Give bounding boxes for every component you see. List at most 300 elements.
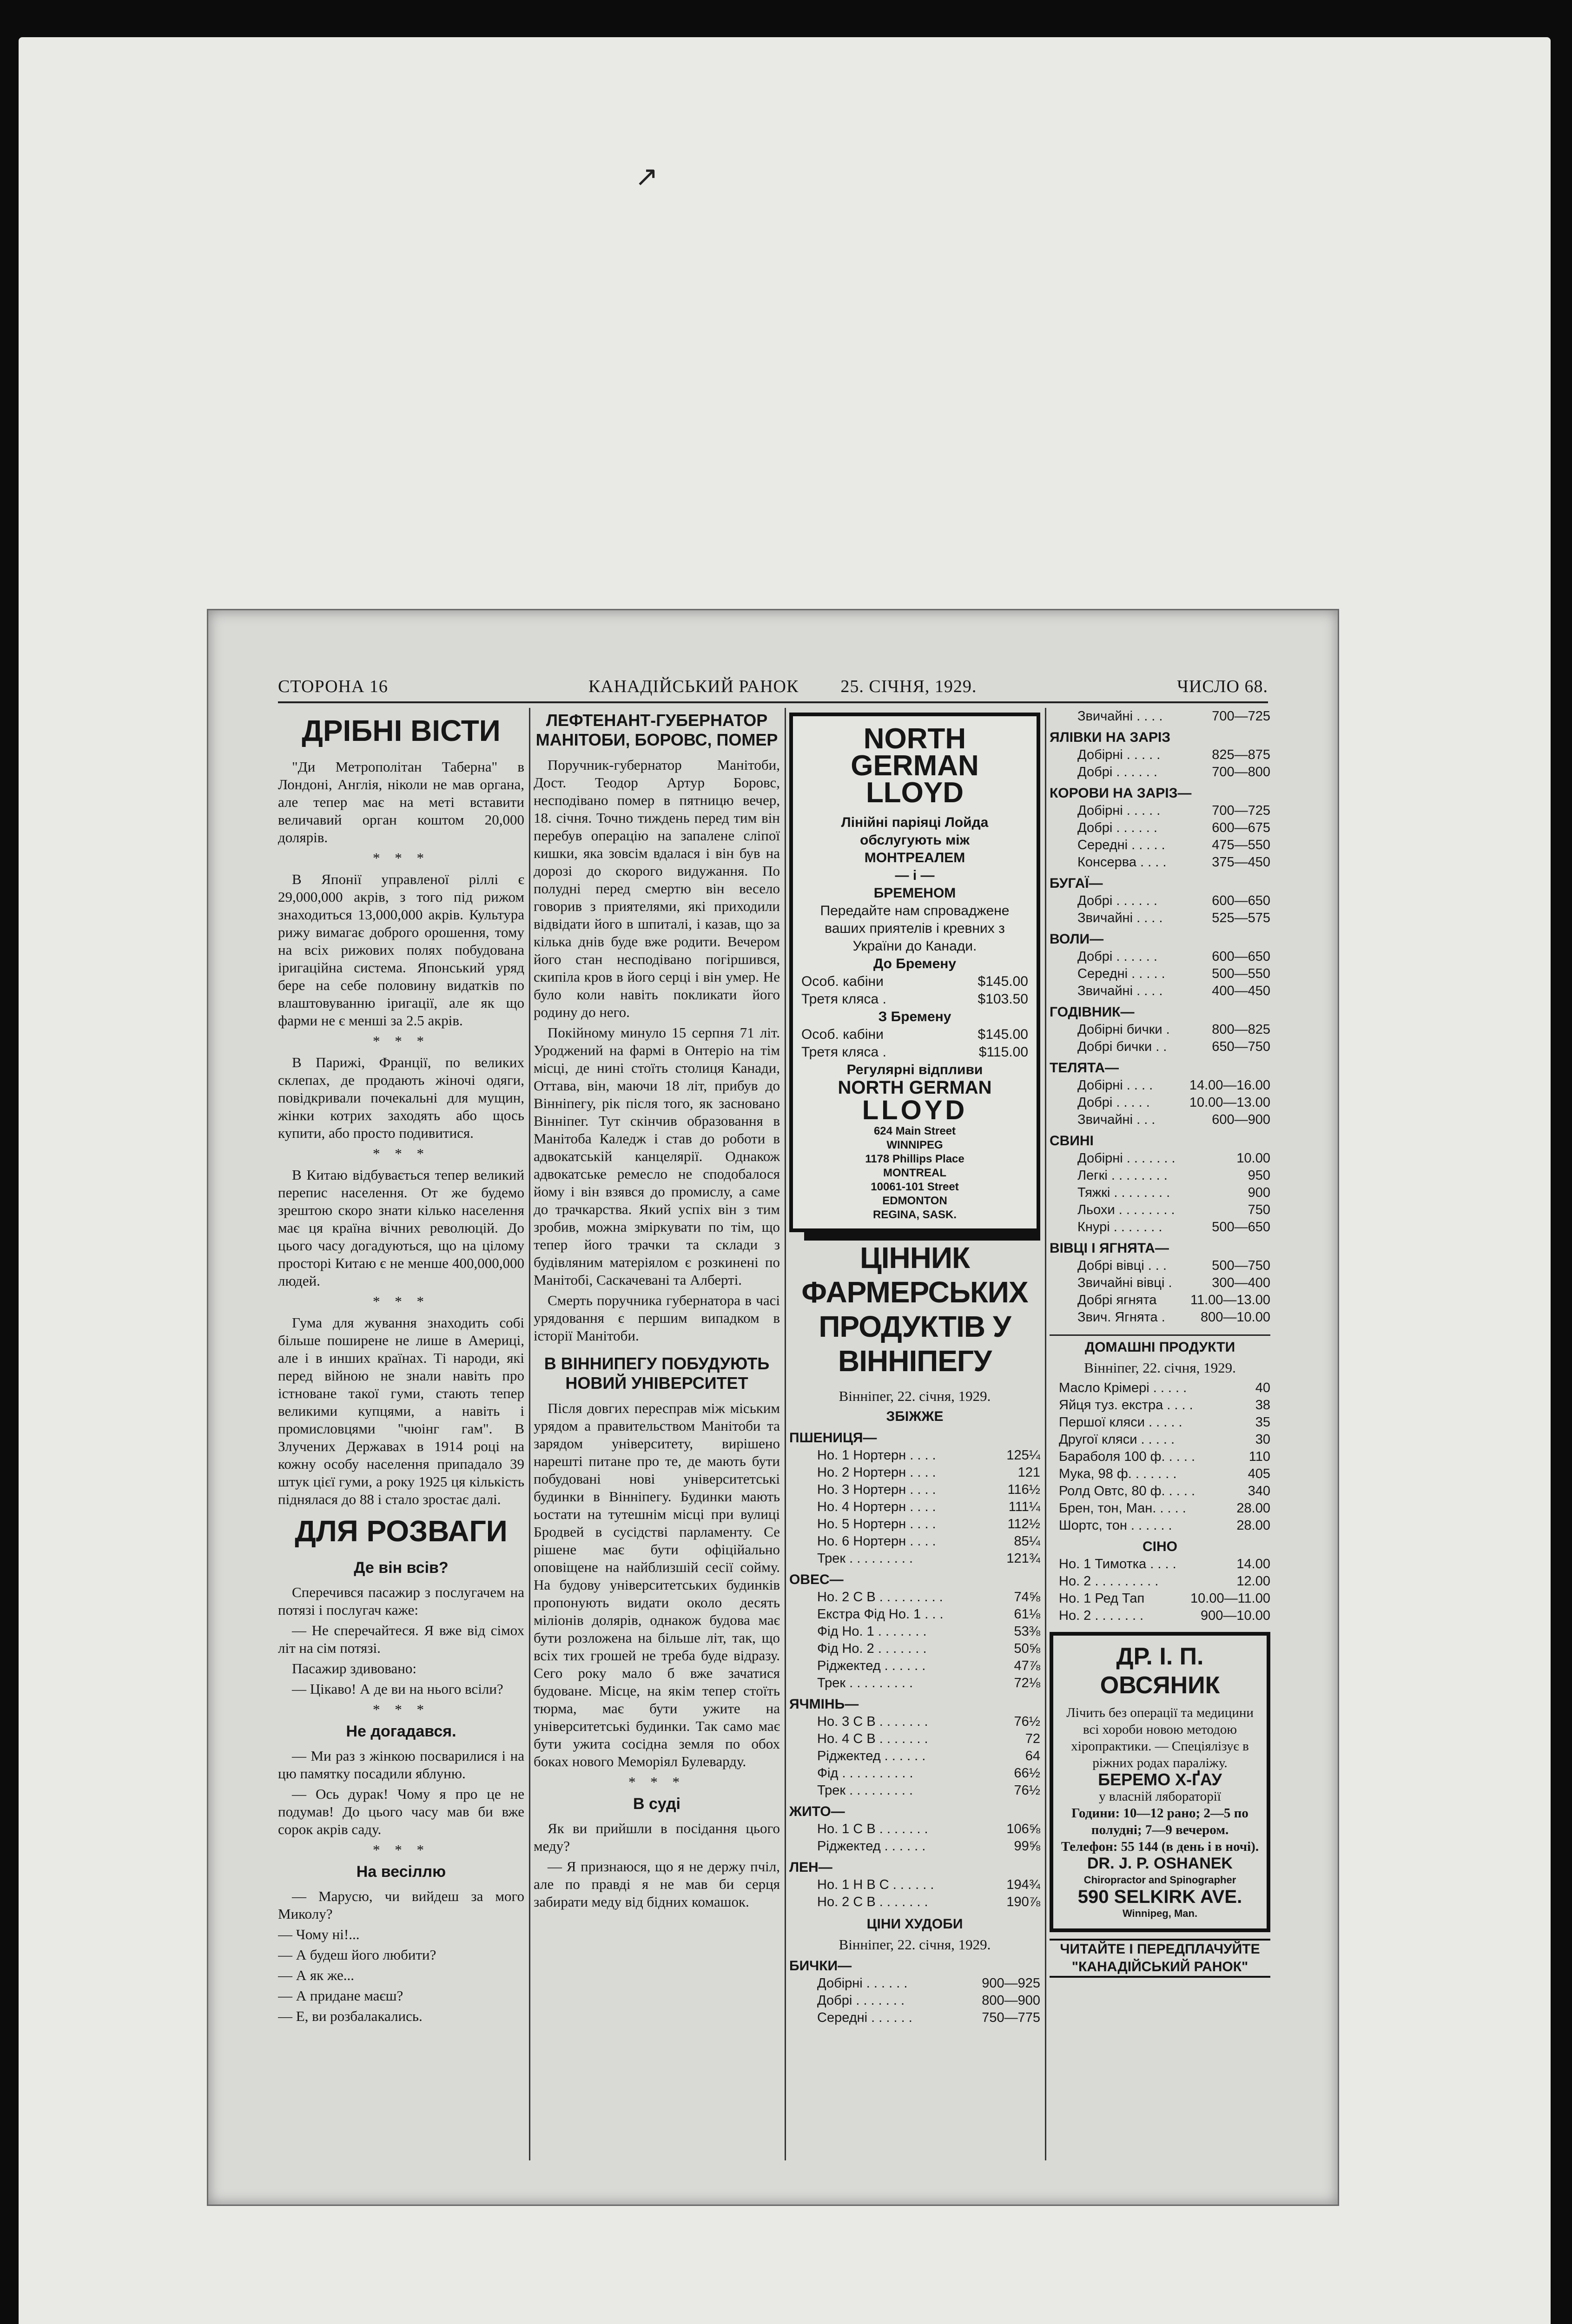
page-number: СТОРОНА 16 (278, 677, 388, 696)
price-value: 76½ (1014, 1783, 1040, 1798)
home-products-date: Вінніпег, 22. січня, 1929. (1084, 1360, 1236, 1376)
price-row (789, 1748, 1040, 1765)
price-item: Но. 2 С В . . . . . . . (817, 1895, 928, 1909)
doctor-city: Winnipeg, Man. (1122, 1908, 1198, 1919)
price-row (1050, 892, 1270, 910)
column-news (278, 708, 524, 2160)
ad-line: БРЕМЕНОМ (873, 885, 956, 901)
price-row (789, 1533, 1040, 1550)
price-item: Брен, тон, Ман. . . . . (1059, 1501, 1186, 1516)
price-item: Шортс, тон . . . . . . (1059, 1518, 1172, 1533)
separator-stars: * * * (373, 1842, 429, 1858)
price-row (1050, 1292, 1270, 1309)
price-row (789, 1550, 1040, 1567)
joke-line: — А придане маєш? (278, 1987, 403, 2004)
price-item: Ріджектед . . . . . . (817, 1658, 926, 1673)
price-group-title: ОВЕС— (789, 1572, 844, 1587)
price-row (1050, 1021, 1270, 1038)
price-item: Но. 2 Нортерн . . . . (817, 1465, 936, 1480)
price-value: 28.00 (1236, 1501, 1270, 1516)
price-value: 74⅝ (1014, 1590, 1040, 1604)
price-row (789, 1838, 1040, 1855)
joke-line: — Не сперечайтеся. Я вже від сімох літ на сім потязі. (278, 1622, 524, 1656)
hay-price-list (1050, 1556, 1270, 1624)
price-value: 11.00—13.00 (1190, 1293, 1270, 1307)
price-value: 61⅛ (1014, 1607, 1040, 1622)
price-row (1050, 1257, 1270, 1274)
price-value: 72⅛ (1014, 1676, 1040, 1690)
doctor-xray: БЕРЕМО Х-ҐАУ (1098, 1770, 1222, 1789)
price-row (1050, 708, 1270, 725)
price-group-title: ПШЕНИЦЯ— (789, 1430, 877, 1446)
price-row (1050, 983, 1270, 1000)
livestock-price-list (1050, 708, 1270, 1326)
issue-date: 25. СІЧНЯ, 1929. (840, 677, 977, 696)
joke-line: Як ви прийшли в посідання цього меду? (534, 1820, 780, 1854)
price-item: Льохи . . . . . . . . (1077, 1202, 1175, 1217)
price-value: 50⅝ (1014, 1641, 1040, 1656)
price-item: Ріджектед . . . . . . (817, 1839, 926, 1854)
newspaper-page (207, 609, 1339, 2206)
price-value: 475—550 (1212, 838, 1270, 852)
price-group-title: БУГАЇ— (1050, 876, 1103, 891)
joke-line: — А як же... (278, 1967, 354, 1983)
cattle-date: Вінніпег, 22. січня, 1929. (839, 1936, 991, 1953)
joke-line: — Цікаво! А де ви на нього всіли? (292, 1681, 503, 1697)
ad-price-row (801, 990, 1028, 1008)
price-item: Но. 1 Нортерн . . . . (817, 1448, 936, 1463)
fare-value: $115.00 (978, 1044, 1028, 1060)
separator-stars: * * * (373, 850, 429, 866)
price-value: 340 (1248, 1484, 1270, 1499)
price-item: Бараболя 100 ф. . . . . (1059, 1449, 1196, 1464)
ad-company: NORTH GERMAN (838, 1077, 992, 1098)
price-row (789, 1464, 1040, 1481)
price-row (1050, 1466, 1270, 1483)
column-divider (785, 708, 786, 2160)
separator-stars: * * * (373, 1701, 429, 1717)
price-row (1050, 1517, 1270, 1534)
price-row (789, 1606, 1040, 1623)
ad-address: REGINA, SASK. (872, 1208, 957, 1221)
price-value: 53⅜ (1014, 1624, 1040, 1639)
price-row (1050, 910, 1270, 927)
price-row (1050, 1590, 1270, 1607)
doctor-name: DR. J. P. OSHANEK (1087, 1855, 1233, 1872)
price-value: 14.00—16.00 (1189, 1078, 1270, 1093)
price-group-title: ЖИТО— (789, 1804, 845, 1819)
price-value: 47⅞ (1014, 1658, 1040, 1673)
price-value: 72 (1025, 1731, 1040, 1746)
joke-line: Пасажир здивовано: (292, 1660, 416, 1677)
price-row (1050, 1414, 1270, 1431)
joke-title: Де він всів? (354, 1559, 449, 1577)
price-row (1050, 1150, 1270, 1167)
price-group-title: СВИНІ (1050, 1133, 1094, 1149)
subscription-promo: ЧИТАЙТЕ І ПЕРЕДПЛАЧУЙТЕ "КАНАДІЙСЬКИЙ РАНОК" (1050, 1939, 1270, 1978)
price-item: Но. 1 Н В С . . . . . . (817, 1877, 934, 1892)
hay-title: СІНО (1143, 1539, 1177, 1554)
news-item: В Японії управленої ріллі є 29,000,000 акрів, з того під рижом знаходиться 13,000,000 акрів. Культура рижу вимагає доброго орошення, тому на всіх рижових полях побудована іригаційна система. Японський уряд бере на себе половину видатків по влаштовуванню іригації, але як що фарми не є менші за 2.5 акрів. (278, 871, 524, 1029)
price-item: Трек . . . . . . . . . (817, 1676, 913, 1690)
ad-logo-line: GERMAN (851, 750, 979, 782)
price-row (1050, 854, 1270, 871)
price-value: 99⅝ (1014, 1839, 1040, 1854)
price-row (789, 1894, 1040, 1911)
price-item: Добірні . . . . . . (817, 1976, 908, 1991)
price-item: Добрі . . . . . . (1077, 893, 1157, 908)
price-value: 194¾ (1006, 1877, 1040, 1892)
headline-university: В ВІННИПЕГУ ПОБУДУЮТЬ НОВИЙ УНІВЕРСИТЕТ (544, 1354, 770, 1393)
price-value: 800—900 (982, 1993, 1040, 2008)
price-value: 500—550 (1212, 966, 1270, 981)
masthead (588, 676, 977, 697)
price-value: 600—675 (1212, 820, 1270, 835)
price-item: Фід Но. 1 . . . . . . . (817, 1624, 927, 1639)
price-item: Но. 6 Нортерн . . . . (817, 1534, 936, 1549)
price-value: 110 (1248, 1449, 1270, 1464)
price-item: Но. 4 Нортерн . . . . (817, 1499, 936, 1514)
price-item: Но. 2 . . . . . . . . . (1059, 1574, 1159, 1589)
separator-stars: * * * (373, 1145, 429, 1162)
price-value: 14.00 (1236, 1557, 1270, 1571)
price-item: Добірні . . . . . . . (1077, 1151, 1176, 1166)
news-item: В Китаю відбувається тепер великий перепис населення. От же будемо зрештою скоро знати кілько населення має ця країна вічних революцій. До цього часу догадуються, що на цілому просторі Китаю є не менше 400,000,000 людей. (278, 1167, 524, 1289)
price-row (789, 1975, 1040, 1992)
joke-title: Не догадався. (346, 1723, 456, 1740)
price-value: 35 (1255, 1415, 1270, 1430)
price-item: Добрі . . . . . . (1077, 820, 1157, 835)
joke-line: — Ось дурак! Чому я про це не подумав! До цього часу мав би вже сорок акрів саду. (278, 1786, 524, 1837)
price-row (1050, 746, 1270, 764)
news-item: "Ди Метрополітан Таберна" в Лондоні, Англія, ніколи не мав органа, але тепер має на меті вставити величавий орган коштом 20,000 долярів. (278, 759, 524, 845)
price-value: 106⅝ (1006, 1822, 1040, 1836)
ad-line: — і — (895, 868, 935, 883)
market-date: Вінніпег, 22. січня, 1929. (839, 1388, 991, 1404)
price-row (1050, 1556, 1270, 1573)
price-item: Звичайні вівці . (1077, 1275, 1172, 1290)
doctor-address: 590 SELKIRK AVE. (1077, 1887, 1242, 1907)
price-group-title: ГОДІВНИК— (1050, 1004, 1135, 1020)
ad-shadow (804, 1228, 1037, 1241)
price-row (789, 1675, 1040, 1692)
price-value: 375—450 (1212, 855, 1270, 870)
joke-line: — Ми раз з жінкою посварилися і на цю памятку посадили яблуню. (278, 1748, 524, 1782)
headline-entertainment: ДЛЯ РОЗВАГИ (295, 1514, 508, 1548)
price-value: 600—650 (1212, 949, 1270, 964)
price-value: 64 (1025, 1749, 1040, 1763)
price-item: Добірні . . . . . (1077, 803, 1161, 818)
fare-label: Третя кляса . (801, 1044, 886, 1060)
price-value: 500—650 (1212, 1220, 1270, 1235)
doctor-lab: у власній лябораторії (1099, 1789, 1221, 1804)
price-row (789, 1640, 1040, 1657)
ad-price-row (801, 1043, 1028, 1061)
price-row (789, 1765, 1040, 1782)
price-row (789, 1821, 1040, 1838)
price-value: 650—750 (1212, 1039, 1270, 1054)
price-value: 121¾ (1006, 1551, 1040, 1566)
price-item: Фід Но. 2 . . . . . . . (817, 1641, 927, 1656)
ad-price-row (801, 1026, 1028, 1043)
price-row (789, 1876, 1040, 1894)
fare-label: Третя кляса . (801, 991, 886, 1007)
home-products-title: ДОМАШНІ ПРОДУКТИ (1050, 1334, 1270, 1356)
price-item: Звич. Ягнята . (1077, 1310, 1165, 1325)
ad-line: Регулярні відпливи (846, 1062, 983, 1077)
doctor-advertisement (1050, 1632, 1270, 1932)
price-row (1050, 1219, 1270, 1236)
price-item: Добрі ягнята (1077, 1293, 1157, 1307)
joke-line: — Чому ні!... (278, 1926, 360, 1942)
joke-title: На весіллю (356, 1863, 446, 1881)
shipping-advertisement (789, 713, 1040, 1232)
price-item: Но. 2 . . . . . . . (1059, 1608, 1144, 1623)
price-item: Яйця туз. екстра . . . . (1059, 1398, 1193, 1413)
ad-price-row (801, 973, 1028, 990)
joke-line: — Марусю, чи вийдеш за мого Миколу? (278, 1888, 524, 1922)
price-row (1050, 1309, 1270, 1326)
price-row (1050, 1077, 1270, 1094)
price-item: Добрі . . . . . (1077, 1095, 1150, 1110)
cattle-title: ЦІНИ ХУДОБИ (866, 1916, 963, 1932)
price-item: Но. 3 Нортерн . . . . (817, 1482, 936, 1497)
price-row (1050, 1038, 1270, 1056)
price-item: Середні . . . . . (1077, 838, 1165, 852)
price-row (789, 1447, 1040, 1464)
price-item: Добрі . . . . . . . (817, 1993, 905, 2008)
ad-logo-line: NORTH (863, 723, 966, 755)
price-item: Звичайні . . . . (1077, 911, 1163, 925)
price-item: Кнурі . . . . . . . (1077, 1220, 1162, 1235)
price-item: Добрі бички . . (1077, 1039, 1167, 1054)
price-item: Мука, 98 ф. . . . . . . (1059, 1466, 1177, 1481)
price-value: 40 (1255, 1380, 1270, 1395)
ad-line: Лінійні паріяці Лойда обслугують між (841, 815, 989, 848)
price-row (789, 1623, 1040, 1640)
price-value: 700—725 (1212, 803, 1270, 818)
price-item: Но. 5 Нортерн . . . . (817, 1517, 936, 1532)
price-row (1050, 948, 1270, 965)
price-row (789, 1713, 1040, 1730)
price-group-title: ТЕЛЯТА— (1050, 1060, 1119, 1076)
price-group-title: ЛЕН— (789, 1860, 832, 1875)
price-value: 900 (1248, 1185, 1270, 1200)
price-value: 10.00 (1236, 1151, 1270, 1166)
price-row (789, 1589, 1040, 1606)
price-item: Но. 2 С В . . . . . . . . . (817, 1590, 943, 1604)
column-prices (1050, 708, 1270, 2160)
price-item: Екстра Фід Но. 1 . . . (817, 1607, 944, 1622)
ad-address: 10061-101 Street (871, 1181, 959, 1193)
price-item: Добірні . . . . (1077, 1078, 1153, 1093)
price-item: Ролд Овтс, 80 ф. . . . . (1059, 1484, 1196, 1499)
article-paragraph: Поручник-губернатор Манітоби, Дост. Теодор Артур Боровс, несподівано помер в пятницю вечер, 18. січня. Точно тиждень перед тим він перебув операцію на запалене сліпої кишки, яка зовсім вдалася і він був на дорозі до скорого видужання. По полудні перед смертю він весело говорив з приятелями, які приходили відвідати його в шпиталі, і казав, що за кілька днів буде вже родити. Вечером його стан несподівано погіршився, скипіла кров в його серці і він умер. Не було коли навіть покликати його родину до него. (534, 757, 780, 1020)
price-row (1050, 1094, 1270, 1111)
article-paragraph: Смерть поручника губернатора в часі урядовання є першим випадком в історії Манітоби. (534, 1292, 780, 1344)
price-value: 111¼ (1008, 1499, 1040, 1514)
fare-value: $145.00 (978, 974, 1028, 989)
market-headline: ЦІННИК ФАРМЕРСЬКИХ ПРОДУКТІВ У ВІННІПЕГУ (801, 1241, 1028, 1378)
price-value: 700—725 (1212, 709, 1270, 724)
pen-mark: ↗ (635, 161, 659, 192)
price-item: Масло Крімері . . . . . (1059, 1380, 1187, 1395)
price-row (1050, 1202, 1270, 1219)
price-item: Тяжкі . . . . . . . . (1077, 1185, 1170, 1200)
page-header (278, 674, 1268, 697)
price-item: Другої кляси . . . . . (1059, 1432, 1175, 1447)
price-row (1050, 1573, 1270, 1590)
fare-label: Особ. кабіни (801, 1027, 884, 1042)
price-item: Трек . . . . . . . . . (817, 1551, 913, 1566)
price-value: 800—10.00 (1201, 1310, 1270, 1325)
price-value: 300—400 (1212, 1275, 1270, 1290)
price-row (789, 1499, 1040, 1516)
price-value: 121 (1017, 1465, 1040, 1480)
price-value: 950 (1248, 1168, 1270, 1183)
joke-line: — А будеш його любити? (278, 1947, 436, 1963)
ad-address: MONTREAL (883, 1167, 946, 1179)
price-row (1050, 1431, 1270, 1448)
price-item: Добрі . . . . . . (1077, 765, 1157, 779)
separator-stars: * * * (373, 1293, 429, 1309)
price-row (1050, 1184, 1270, 1202)
price-item: Звичайні . . . (1077, 1112, 1156, 1127)
ad-line: Передайте нам спроваджене ваших приятелів і кревних з України до Канади. (820, 903, 1010, 954)
price-row (1050, 1167, 1270, 1184)
price-item: Консерва . . . . (1077, 855, 1167, 870)
fare-value: $145.00 (978, 1027, 1028, 1042)
price-row (1050, 819, 1270, 837)
price-item: Звичайні . . . . (1077, 984, 1163, 998)
price-item: Легкі . . . . . . . . (1077, 1168, 1168, 1183)
ad-logo-line: LLOYD (865, 777, 964, 809)
price-row (1050, 1607, 1270, 1624)
price-row (789, 1782, 1040, 1799)
price-value: 190⅞ (1006, 1895, 1040, 1909)
price-item: Но. 3 С В . . . . . . . (817, 1714, 928, 1729)
price-value: 405 (1248, 1466, 1270, 1481)
price-row (1050, 1500, 1270, 1517)
price-item: Звичайні . . . . (1077, 709, 1163, 724)
joke-line: — Е, ви розбалакались. (278, 2008, 423, 2024)
price-value: 700—800 (1212, 765, 1270, 779)
article-paragraph: Після довгих пересправ між міським урядом а правительством Манітоби та зарядом університету, вирішено нарешті питане про те, де мають бути побудовані нові університетські будинки в Вінніпегу. Будинки мають ьостати на тутешнім місці при вулиці Бродвей в сусідстві парламенту. Се рішене має бути офіційально оповіщене на найблизшій сесії сойму. На будову університетських будинків пропонують видати около десять міліонів долярів, однакож будова має бути розложена на більше літ, так, що всіх тих грошей не треба буде відразу. Сего року мало б вже зачатися будоване. Місце, на якім тепер стоїть тюрма, має бути ужите на університетські будинки. Так само має бути ужита сосідна земля по обох боках нового Меморіял Булеварду. (534, 1400, 780, 1769)
price-group-title: БИЧКИ— (789, 1958, 852, 1974)
price-group-title: КОРОВИ НА ЗАРІЗ— (1050, 786, 1192, 801)
price-item: Середні . . . . . (1077, 966, 1165, 981)
price-row (1050, 965, 1270, 983)
price-value: 116½ (1007, 1482, 1040, 1497)
price-value: 600—900 (1212, 1112, 1270, 1127)
price-value: 85¼ (1014, 1534, 1040, 1549)
doctor-profession: Chiropractor and Spinographer (1083, 1874, 1236, 1886)
price-value: 12.00 (1236, 1574, 1270, 1589)
price-value: 525—575 (1212, 911, 1270, 925)
price-value: 30 (1255, 1432, 1270, 1447)
price-value: 76½ (1014, 1714, 1040, 1729)
price-value: 66½ (1014, 1766, 1040, 1781)
price-group-title: ВОЛИ— (1050, 931, 1104, 947)
news-item: В Парижі, Франції, по великих склепах, де продають жіночі одяги, повідкривали почекальні для мущин, жінки котрих заходять або щось купити, або просто подивитися. (278, 1054, 524, 1141)
price-group-title: ВІВЦІ І ЯГНЯТА— (1050, 1241, 1169, 1256)
grain-price-list (789, 1429, 1040, 1911)
price-value: 500—750 (1212, 1258, 1270, 1273)
price-row (789, 1481, 1040, 1499)
price-item: Ріджектед . . . . . . (817, 1749, 926, 1763)
ad-line: З Бремену (878, 1009, 951, 1024)
price-item: Середні . . . . . . (817, 2010, 912, 2025)
fare-label: Особ. кабіни (801, 974, 884, 989)
ad-address: 1178 Phillips Place (865, 1153, 964, 1165)
news-item: Гума для жування знаходить собі більше поширене не лише в Америці, але і в инших країнах. Ті народи, які перед війною не знали навіть про істноване такої гуми, стають тепер великими купцями, а навіть і промисловцями "чюінг гам". В Злучених Державах в 1914 році на кожну особу населення припадало 39 штук цієї гуми, а року 1925 ця кількість піднялася до 88 і сталo зростає далі. (278, 1314, 524, 1507)
price-item: Но. 1 Тимотка . . . . (1059, 1557, 1176, 1571)
joke-line: Сперечився пасажир з послугачем на потязі і послугач каже: (278, 1584, 524, 1618)
ad-address: 624 Main Street (873, 1125, 956, 1137)
joke-line: — Я признаюся, що я не держу пчіл, але по правді я не мав би серця забирати меду від бідних комашок. (534, 1858, 780, 1910)
price-value: 10.00—13.00 (1189, 1095, 1270, 1110)
ad-line: МОНТРЕАЛЕМ (864, 850, 965, 865)
separator-stars: * * * (628, 1774, 685, 1790)
headline-governor: ЛЕФТЕНАНТ-ГУБЕРНАТОР МАНІТОБИ, БОРОВС, ПОМЕР (535, 711, 778, 749)
cattle-price-list (789, 1957, 1040, 2027)
ad-address: WINNIPEG (886, 1139, 943, 1151)
price-row (1050, 837, 1270, 854)
price-item: Першої кляси . . . . . (1059, 1415, 1182, 1430)
price-value: 125¼ (1006, 1448, 1040, 1463)
price-item: Но. 1 Ред Тап (1059, 1591, 1145, 1606)
price-item: Но. 4 С В . . . . . . . (817, 1731, 928, 1746)
price-value: 900—10.00 (1201, 1608, 1270, 1623)
price-value: 38 (1255, 1398, 1270, 1413)
grain-title: ЗБІЖЖЕ (886, 1409, 944, 1424)
issue-number: ЧИСЛО 68. (1177, 677, 1268, 696)
headline-short-news: ДРІБНІ ВІСТИ (302, 714, 501, 747)
price-item: Фід . . . . . . . . . . (817, 1766, 913, 1781)
joke-title: В суді (633, 1795, 680, 1813)
column-articles (534, 708, 780, 2160)
price-row (1050, 1483, 1270, 1500)
price-row (789, 1516, 1040, 1533)
price-item: Добрі . . . . . . (1077, 949, 1157, 964)
doctor-hours: Години: 10—12 рано; 2—5 по полудні; 7—9 вечером. (1071, 1806, 1248, 1837)
price-value: 800—825 (1212, 1022, 1270, 1037)
price-value: 750—775 (982, 2010, 1040, 2025)
price-value: 28.00 (1236, 1518, 1270, 1533)
ad-address: EDMONTON (882, 1195, 947, 1207)
separator-stars: * * * (373, 1033, 429, 1049)
ad-shadow (1037, 727, 1040, 1241)
price-item: Добірні бички . (1077, 1022, 1170, 1037)
price-row (1050, 1397, 1270, 1414)
price-value: 750 (1248, 1202, 1270, 1217)
price-row (1050, 1111, 1270, 1129)
price-row (789, 2009, 1040, 2027)
price-row (789, 1657, 1040, 1675)
price-group-title: ЯЧМІНЬ— (789, 1697, 859, 1712)
price-row (1050, 1274, 1270, 1292)
ad-logo (801, 723, 1028, 809)
header-rule (278, 701, 1268, 703)
price-group-title: ЯЛІВКИ НА ЗАРІЗ (1050, 730, 1171, 745)
price-item: Но. 1 С В . . . . . . . (817, 1822, 928, 1836)
price-item: Добрі вівці . . . (1077, 1258, 1167, 1273)
fare-value: $103.50 (978, 991, 1028, 1007)
price-item: Трек . . . . . . . . . (817, 1783, 913, 1798)
price-value: 900—925 (982, 1976, 1040, 1991)
column-divider (1045, 708, 1046, 2160)
column-divider (529, 708, 530, 2160)
